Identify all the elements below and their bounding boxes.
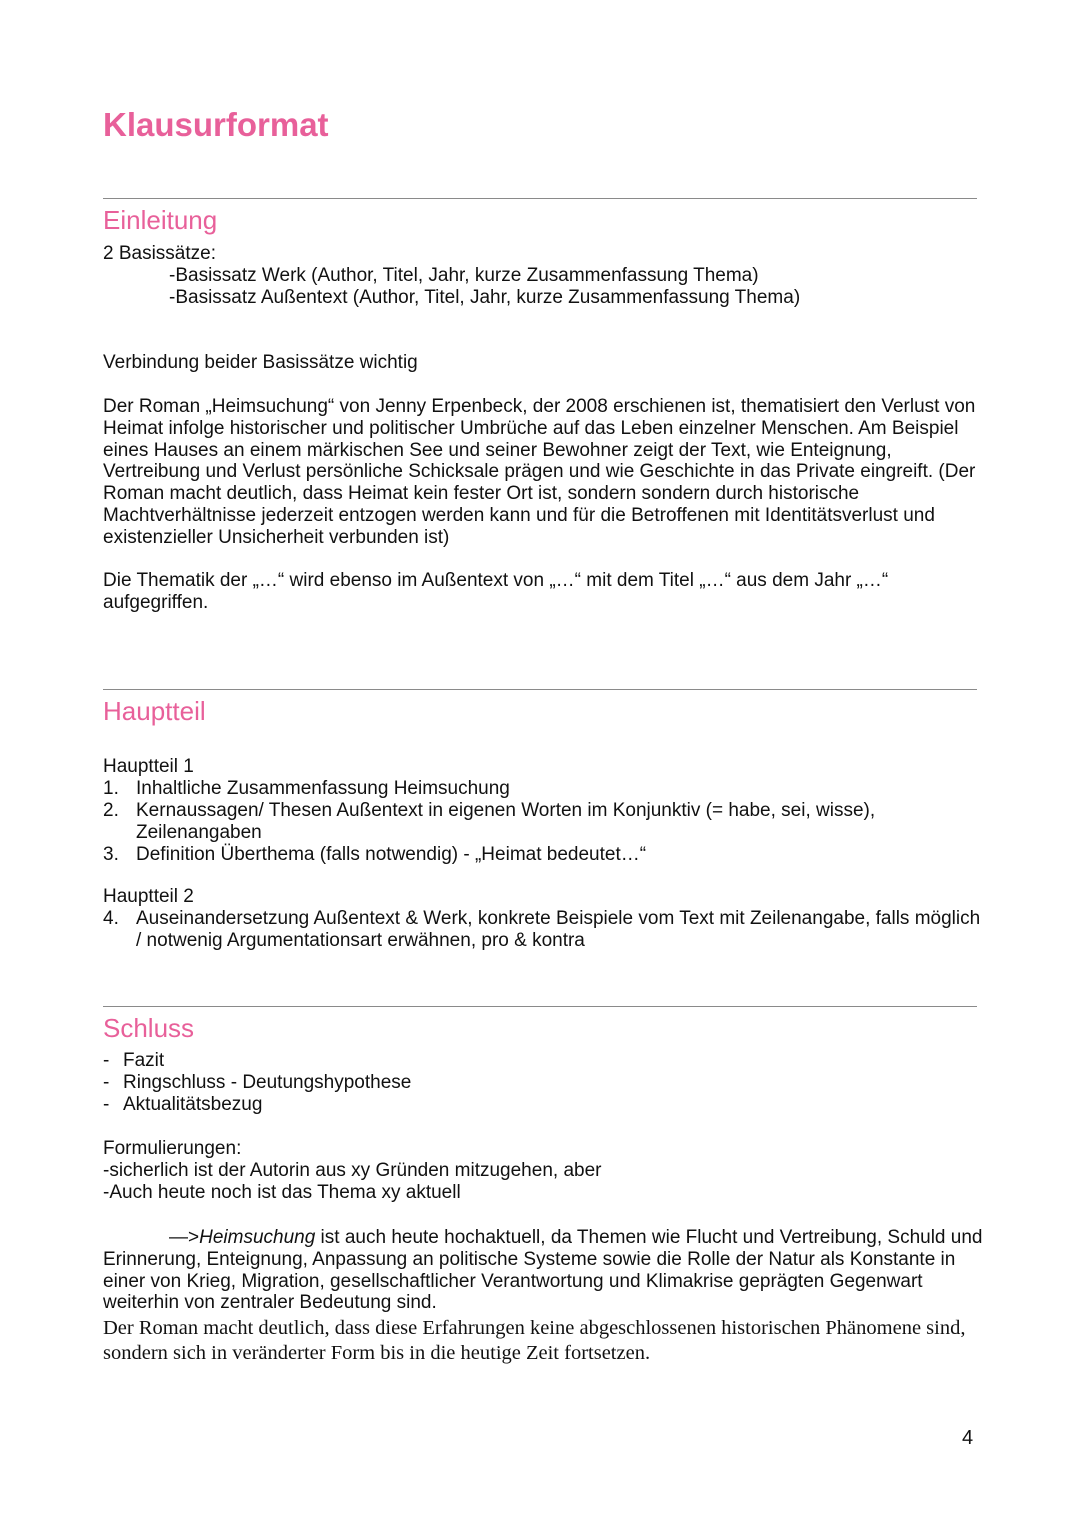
example-paragraph: Der Roman „Heimsuchung“ von Jenny Erpenbeck, der 2008 erschienen ist, thematisiert den Verlust von Heimat infolge historischer und politischer Umbrüche auf das Leben einzelner Menschen. Am Beispiel eines Hauses an einem märkischen See und seiner Bewohner zeigt der Text, wie Enteignung, Vertreibung und Verlust persönliche Schicksale prägen und wie Geschichte in das Private eingreift. (Der Roman macht deutlich, dass Heimat kein fester Ort ist, sondern sondern durch historische Machtverhältnisse jederzeit entzogen werden kann und für die Betroffenen mit Identitätsverlust und existenzieller Unsicherheit verbunden ist) <box>103 396 976 548</box>
list-item-text: Aktualitätsbezug <box>123 1094 263 1115</box>
list-number: 3. <box>103 844 119 865</box>
list-item <box>103 844 983 866</box>
list-item <box>103 1094 411 1116</box>
list-item-text: Auseinandersetzung Außentext & Werk, konkrete Beispiele vom Text mit Zeilenangabe, falls möglich / notwenig Argumentationsart erwähnen, pro & kontra <box>136 908 981 951</box>
verbindung-note: Verbindung beider Basissätze wichtig <box>103 352 418 373</box>
closing-paragraph: Der Roman macht deutlich, dass diese Erfahrungen keine abgeschlossenen historischen Phänomene sind, sondern sich in veränderter Form bis in die heutige Zeit fortsetzen. <box>103 1317 966 1364</box>
list-item <box>103 1072 411 1094</box>
page-number: 4 <box>962 1427 974 1449</box>
formulierung-item: -sicherlich ist der Autorin aus xy Gründen mitzugehen, aber <box>103 1160 602 1181</box>
section-divider <box>103 689 977 690</box>
hauptteil-1-label: Hauptteil 1 <box>103 756 194 777</box>
dash-marker: - <box>103 1050 110 1071</box>
heading-schluss: Schluss <box>103 1013 195 1043</box>
dash-marker: - <box>103 1072 110 1093</box>
basis-item: -Basissatz Werk (Author, Titel, Jahr, kurze Zusammenfassung Thema) <box>169 265 759 286</box>
schluss-list <box>103 1050 411 1116</box>
formulierungen-label: Formulierungen: <box>103 1138 242 1159</box>
aktualitaet-paragraph <box>103 1227 983 1314</box>
heading-einleitung: Einleitung <box>103 205 218 235</box>
dash-marker: - <box>103 1094 110 1115</box>
hauptteil-2-label: Hauptteil 2 <box>103 886 194 907</box>
section-divider <box>103 1006 977 1007</box>
list-item-text: Kernaussagen/ Thesen Außentext in eigenen Worten im Konjunktiv (= habe, sei, wisse), Zeilenangaben <box>136 800 876 843</box>
section-divider <box>103 198 977 199</box>
work-title: Heimsuchung <box>199 1227 316 1248</box>
hauptteil-2-list <box>103 908 983 952</box>
arrow-prefix: —> <box>169 1227 200 1248</box>
document-title: Klausurformat <box>103 106 329 143</box>
hauptteil-1-list <box>103 778 983 866</box>
basis-label: 2 Basissätze: <box>103 243 216 264</box>
list-item <box>103 778 983 800</box>
basis-item: -Basissatz Außentext (Author, Titel, Jahr, kurze Zusammenfassung Thema) <box>169 287 801 308</box>
list-number: 4. <box>103 908 119 929</box>
list-item-text: Definition Überthema (falls notwendig) - „Heimat bedeutet…“ <box>136 844 647 865</box>
list-number: 2. <box>103 800 119 821</box>
list-number: 1. <box>103 778 119 799</box>
thematik-paragraph: Die Thematik der „…“ wird ebenso im Außentext von „…“ mit dem Titel „…“ aus dem Jahr „…“ aufgegriffen. <box>103 570 889 613</box>
list-item-text: Ringschluss - Deutungshypothese <box>123 1072 412 1093</box>
list-item <box>103 1050 411 1072</box>
list-item <box>103 800 983 844</box>
aktualitaet-text: ist auch heute hochaktuell, da Themen wie Flucht und Vertreibung, Schuld und Erinnerung, Enteignung, Anpassung an politische Systeme sowie die Rolle der Natur als Konstante in einer von Krieg, Migration, gesellschaftlicher Verantwortung und Klimakrise geprägten Gegenwart weiterhin von zentraler Bedeutung sind. <box>103 1227 983 1314</box>
formulierung-item: -Auch heute noch ist das Thema xy aktuell <box>103 1182 461 1203</box>
heading-hauptteil: Hauptteil <box>103 696 206 726</box>
list-item-text: Fazit <box>123 1050 165 1071</box>
list-item <box>103 908 983 952</box>
list-item-text: Inhaltliche Zusammenfassung Heimsuchung <box>136 778 510 799</box>
